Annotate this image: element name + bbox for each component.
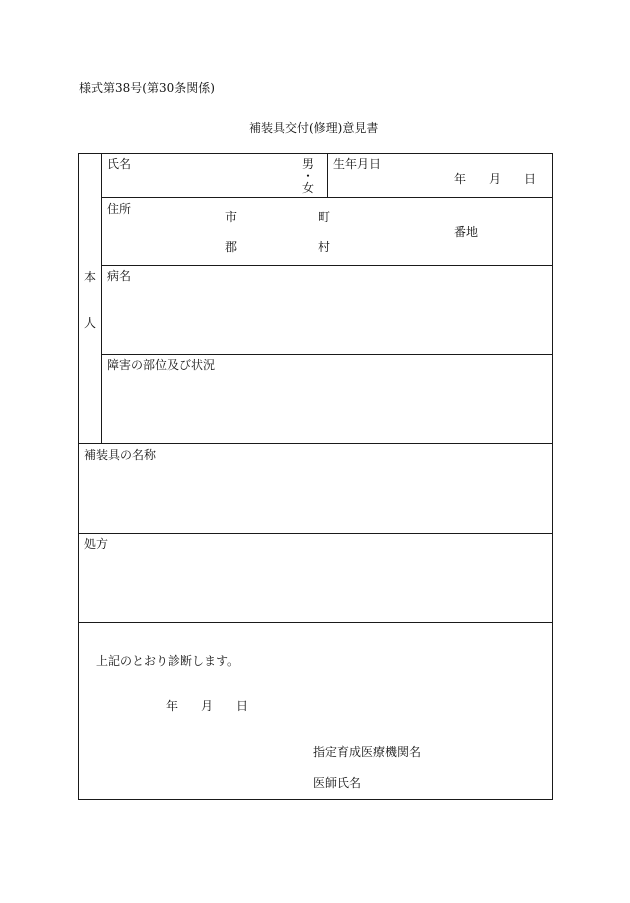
birth-month-label: 月 <box>489 172 502 186</box>
address-village: 村 <box>318 240 331 254</box>
doctor-name-label: 医師氏名 <box>313 776 362 790</box>
birth-date-label: 生年月日 <box>333 157 382 171</box>
form-number: 様式第38号(第30条関係) <box>79 81 215 95</box>
sign-day-label: 日 <box>236 699 249 713</box>
disease-label: 病名 <box>107 269 132 283</box>
sign-year-label: 年 <box>166 699 179 713</box>
sex-separator: ・ <box>302 169 315 183</box>
sign-month-label: 月 <box>201 699 214 713</box>
certify-text: 上記のとおり診断します。 <box>96 654 240 668</box>
sex-male: 男 <box>302 157 315 171</box>
page-title: 補装具交付(修理)意見書 <box>249 121 379 135</box>
device-name-label: 補装具の名称 <box>84 448 157 462</box>
institution-label: 指定育成医療機関名 <box>313 745 422 759</box>
address-banchi: 番地 <box>454 225 479 239</box>
address-gun: 郡 <box>225 240 238 254</box>
name-label: 氏名 <box>107 157 132 171</box>
address-city: 市 <box>225 210 238 224</box>
address-label: 住所 <box>107 202 132 216</box>
birth-day-label: 日 <box>524 172 537 186</box>
disability-label: 障害の部位及び状況 <box>107 358 216 372</box>
birth-year-label: 年 <box>454 172 467 186</box>
person-section-label-top: 本 <box>84 270 97 284</box>
person-section-label-bottom: 人 <box>84 316 97 330</box>
address-town: 町 <box>318 210 331 224</box>
sex-female: 女 <box>302 181 315 195</box>
prescription-label: 処方 <box>84 537 109 551</box>
